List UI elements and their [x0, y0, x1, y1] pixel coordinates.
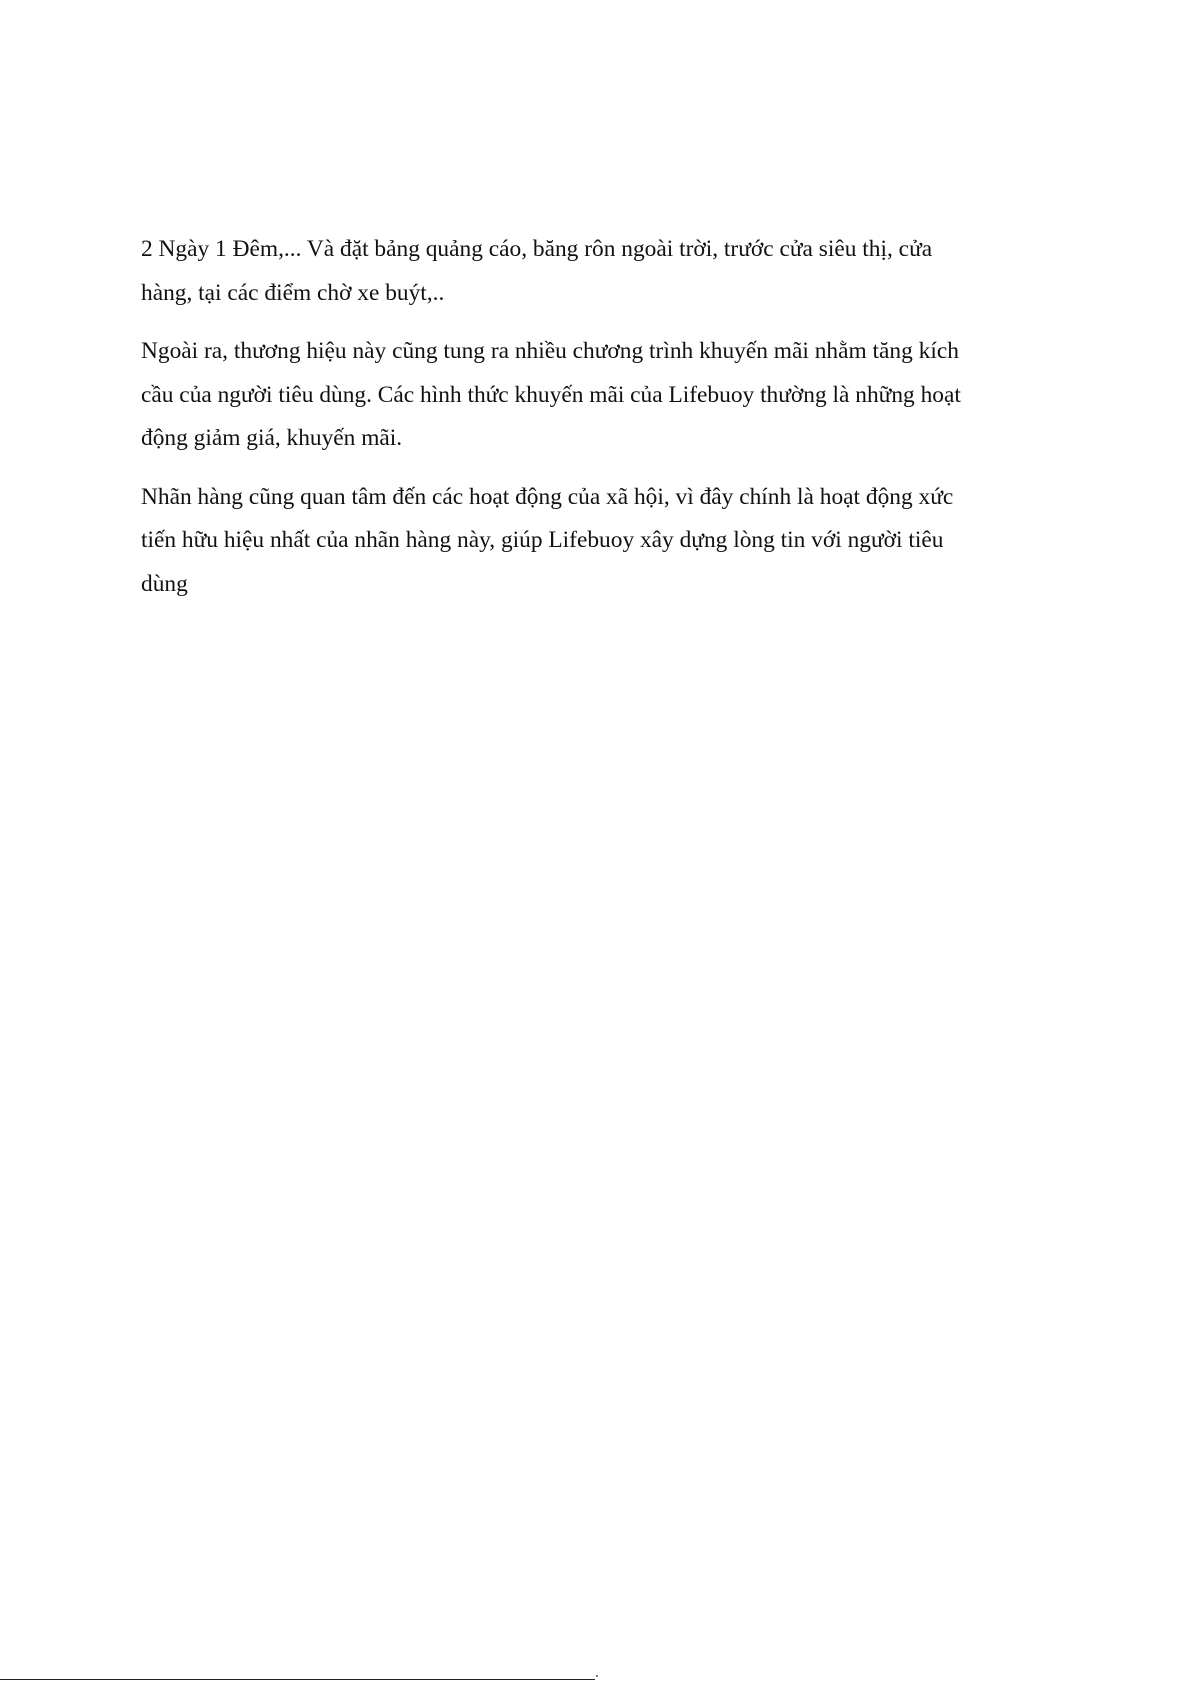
footer-mark: [596, 1675, 598, 1677]
paragraph-2-line-2: cầu của người tiêu dùng. Các hình thức khuyến mãi của Lifebuoy thường là những hoạt: [141, 381, 961, 408]
paragraph-1-line-2: hàng, tại các điểm chờ xe buýt,..: [141, 279, 445, 306]
paragraph-3-line-3: dùng: [141, 570, 188, 597]
paragraph-3: [141, 476, 1041, 607]
paragraph-2-line-1: Ngoài ra, thương hiệu này cũng tung ra nhiều chương trình khuyến mãi nhằm tăng kích: [141, 338, 959, 364]
paragraph-2: [141, 330, 1041, 461]
paragraph-3-line-2: tiến hữu hiệu nhất của nhãn hàng này, giúp Lifebuoy xây dựng lòng tin với người tiêu: [141, 527, 944, 553]
paragraph-1: [141, 228, 1041, 315]
paragraph-2-line-3: động giảm giá, khuyến mãi.: [141, 425, 403, 451]
document-body: [141, 228, 1041, 621]
footnote-separator-line: [0, 1679, 595, 1680]
paragraph-1-line-1: 2 Ngày 1 Đêm,... Và đặt bảng quảng cáo, băng rôn ngoài trời, trước cửa siêu thị, cửa: [141, 236, 933, 262]
paragraph-3-line-1: Nhãn hàng cũng quan tâm đến các hoạt động của xã hội, vì đây chính là hoạt động xức: [141, 483, 954, 510]
